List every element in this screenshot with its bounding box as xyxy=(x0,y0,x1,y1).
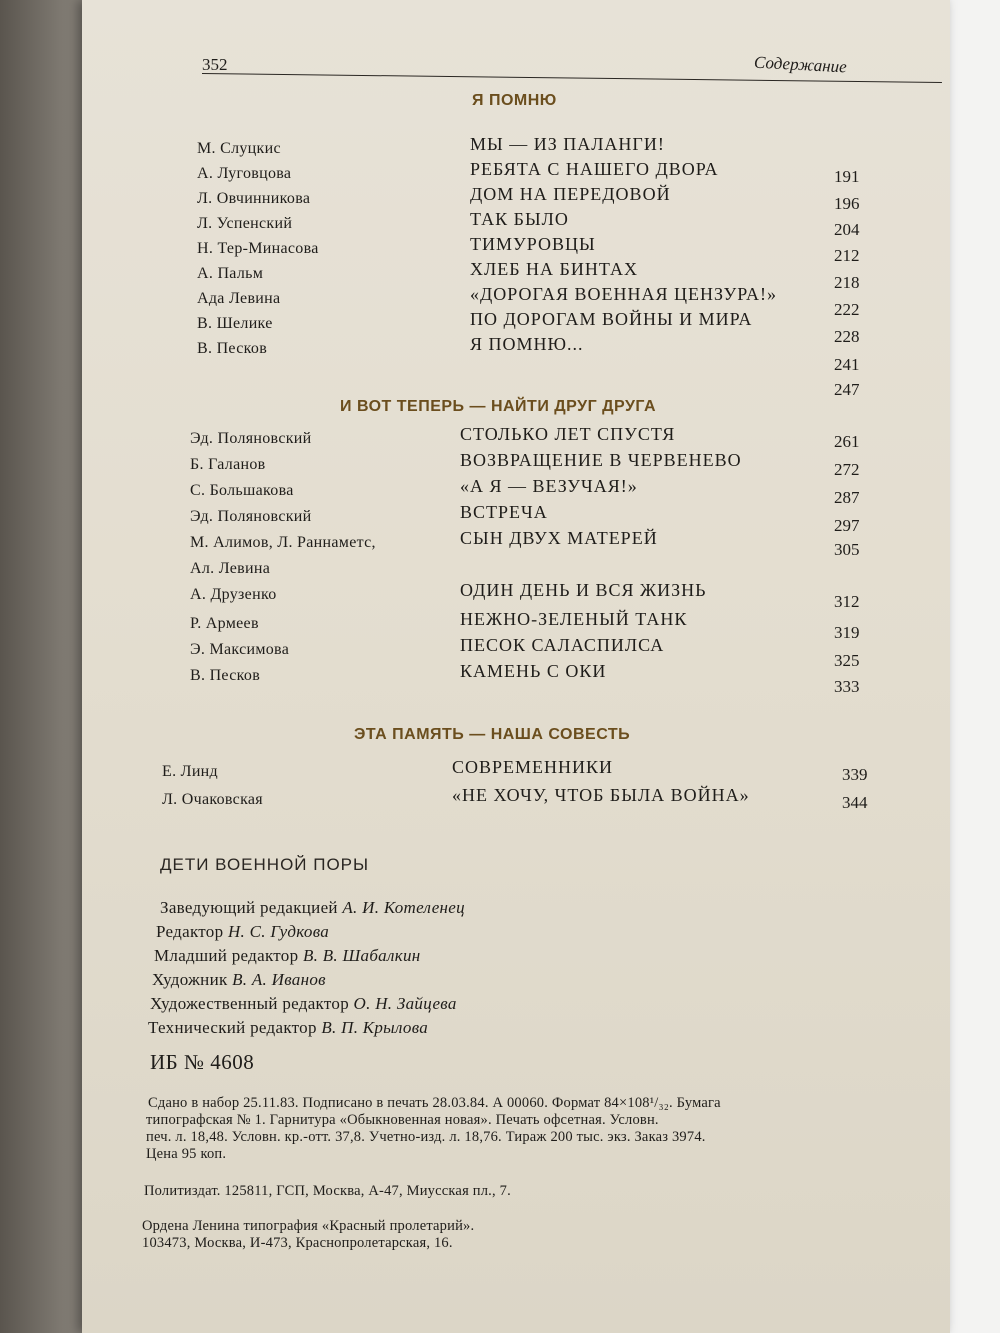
imprint-line: 103473, Москва, И-473, Краснопролетарская, 16. xyxy=(142,1235,453,1251)
toc-page-number: 339 xyxy=(842,765,868,784)
credit-line xyxy=(150,994,457,1014)
toc-author: А. Луговцова xyxy=(197,165,292,182)
credit-role: Художник xyxy=(152,970,233,989)
toc-title: СОВРЕМЕННИКИ xyxy=(452,757,614,777)
toc-author: Эд. Поляновский xyxy=(190,508,312,525)
page-number: 352 xyxy=(202,55,228,74)
credit-role: Редактор xyxy=(156,922,228,941)
credit-line xyxy=(148,1018,428,1038)
ib-number: ИБ № 4608 xyxy=(150,1050,255,1074)
toc-page-number: 218 xyxy=(834,273,860,292)
imprint-line: Политиздат. 125811, ГСП, Москва, А-47, Миусская пл., 7. xyxy=(144,1183,511,1199)
toc-title: СТОЛЬКО ЛЕТ СПУСТЯ xyxy=(460,424,676,444)
toc-title: НЕЖНО-ЗЕЛЕНЫЙ ТАНК xyxy=(460,609,688,629)
toc-entry xyxy=(82,365,950,399)
credit-line xyxy=(152,970,326,990)
toc-entry xyxy=(82,661,950,696)
toc-page-number: 241 xyxy=(834,355,860,374)
toc-page-number: 212 xyxy=(834,246,860,265)
imprint-line: Ордена Ленина типография «Красный пролетарий». xyxy=(142,1218,475,1234)
credit-line xyxy=(154,946,421,966)
toc-title: ВОЗВРАЩЕНИЕ В ЧЕРВЕНЕВО xyxy=(460,450,742,470)
toc-title: «НЕ ХОЧУ, ЧТОБ БЫЛА ВОЙНА» xyxy=(452,785,750,805)
toc-author: В. Песков xyxy=(197,340,268,357)
toc-page-number: 325 xyxy=(834,651,860,670)
toc-title: ПЕСОК САЛАСПИЛСА xyxy=(460,635,665,655)
book-page xyxy=(82,0,950,1333)
toc-title: Я ПОМНЮ... xyxy=(470,334,584,354)
section-title: Я ПОМНЮ xyxy=(472,92,557,109)
toc-title: ТАК БЫЛО xyxy=(470,209,569,229)
toc-page-number: 312 xyxy=(834,592,860,611)
toc-title: МЫ — ИЗ ПАЛАНГИ! xyxy=(470,134,665,154)
section-title: И ВОТ ТЕПЕРЬ — НАЙТИ ДРУГ ДРУГА xyxy=(340,398,657,415)
toc-page-number: 305 xyxy=(834,540,860,559)
toc-page-number: 191 xyxy=(834,167,860,186)
toc-author: Е. Линд xyxy=(162,763,218,780)
toc-title: «ДОРОГАЯ ВОЕННАЯ ЦЕНЗУРА!» xyxy=(470,284,777,304)
imprint-line: Цена 95 коп. xyxy=(146,1146,227,1162)
toc-author: Э. Максимова xyxy=(190,641,290,658)
toc-page-number: 297 xyxy=(834,516,860,535)
credit-role: Младший редактор xyxy=(154,946,303,965)
toc-author: Л. Овчинникова xyxy=(197,190,311,207)
toc-title: ДОМ НА ПЕРЕДОВОЙ xyxy=(470,184,671,204)
toc-title: «А Я — ВЕЗУЧАЯ!» xyxy=(460,476,638,496)
running-title: Содержание xyxy=(753,52,848,77)
toc-author: Ал. Левина xyxy=(190,560,271,577)
toc-title: СЫН ДВУХ МАТЕРЕЙ xyxy=(460,528,658,548)
imprint-line: печ. л. 18,48. Условн. кр.-отт. 37,8. Учетно-изд. л. 18,76. Тираж 200 тыс. экз. Заказ 3974. xyxy=(146,1129,706,1145)
credit-name: Н. С. Гудкова xyxy=(227,922,330,941)
toc-page-number: 228 xyxy=(834,327,860,346)
toc-author: М. Алимов, Л. Раннаметс, xyxy=(190,534,376,551)
credit-name: В. П. Крылова xyxy=(321,1018,429,1037)
credit-line xyxy=(156,922,329,942)
toc-page-number: 272 xyxy=(834,460,860,479)
imprint-line: типографская № 1. Гарнитура «Обыкновенная новая». Печать офсетная. Условн. xyxy=(146,1112,659,1128)
credit-name: А. И. Котеленец xyxy=(342,898,465,917)
toc-page-number: 196 xyxy=(834,194,860,213)
toc-title: ПО ДОРОГАМ ВОЙНЫ И МИРА xyxy=(470,309,753,329)
toc-page-number: 287 xyxy=(834,488,860,507)
toc-author: Ада Левина xyxy=(197,290,281,307)
toc-page-number: 247 xyxy=(834,380,860,399)
toc-title: ВСТРЕЧА xyxy=(460,502,548,522)
toc-author: Эд. Поляновский xyxy=(190,430,312,447)
toc-title: ТИМУРОВЦЫ xyxy=(470,234,596,254)
toc-author: С. Большакова xyxy=(190,482,294,499)
toc-author: М. Слуцкис xyxy=(197,140,281,157)
toc-author: Н. Тер-Минасова xyxy=(197,240,319,257)
toc-page-number: 344 xyxy=(842,793,868,812)
toc-author: А. Пальм xyxy=(197,265,264,282)
toc-author: В. Шелике xyxy=(197,315,273,332)
credit-line xyxy=(160,898,465,918)
credit-role: Художественный редактор xyxy=(150,994,354,1013)
credit-role: Технический редактор xyxy=(148,1018,322,1037)
toc-entry xyxy=(82,785,950,817)
toc-author: Б. Галанов xyxy=(190,456,266,473)
credit-name: О. Н. Зайцева xyxy=(353,994,457,1013)
imprint-line: Сдано в набор 25.11.83. Подписано в печать 28.03.84. А 00060. Формат 84×108¹/₃₂. Бумага xyxy=(148,1095,721,1111)
toc-author: Л. Очаковская xyxy=(162,791,263,808)
toc-title: ОДИН ДЕНЬ И ВСЯ ЖИЗНЬ xyxy=(460,580,707,600)
toc-author: Р. Армеев xyxy=(190,615,259,632)
toc-entry xyxy=(82,528,950,560)
toc-page-number: 222 xyxy=(834,300,860,319)
toc-title: КАМЕНЬ С ОКИ xyxy=(460,661,607,681)
toc-author: А. Друзенко xyxy=(190,586,277,603)
toc-author: Л. Успенский xyxy=(197,215,293,232)
toc-page-number: 319 xyxy=(834,623,860,642)
toc-title: РЕБЯТА С НАШЕГО ДВОРА xyxy=(470,159,719,179)
credit-role: Заведующий редакцией xyxy=(160,898,343,917)
toc-page-number: 261 xyxy=(834,432,860,451)
toc-author: В. Песков xyxy=(190,667,261,684)
toc-page-number: 204 xyxy=(834,220,860,239)
toc-page-number: 333 xyxy=(834,677,860,696)
credit-name: В. А. Иванов xyxy=(232,970,326,989)
credit-name: В. В. Шабалкин xyxy=(302,946,421,965)
book-title: ДЕТИ ВОЕННОЙ ПОРЫ xyxy=(160,855,370,874)
toc-title: ХЛЕБ НА БИНТАХ xyxy=(470,259,638,279)
section-title: ЭТА ПАМЯТЬ — НАША СОВЕСТЬ xyxy=(354,726,631,743)
